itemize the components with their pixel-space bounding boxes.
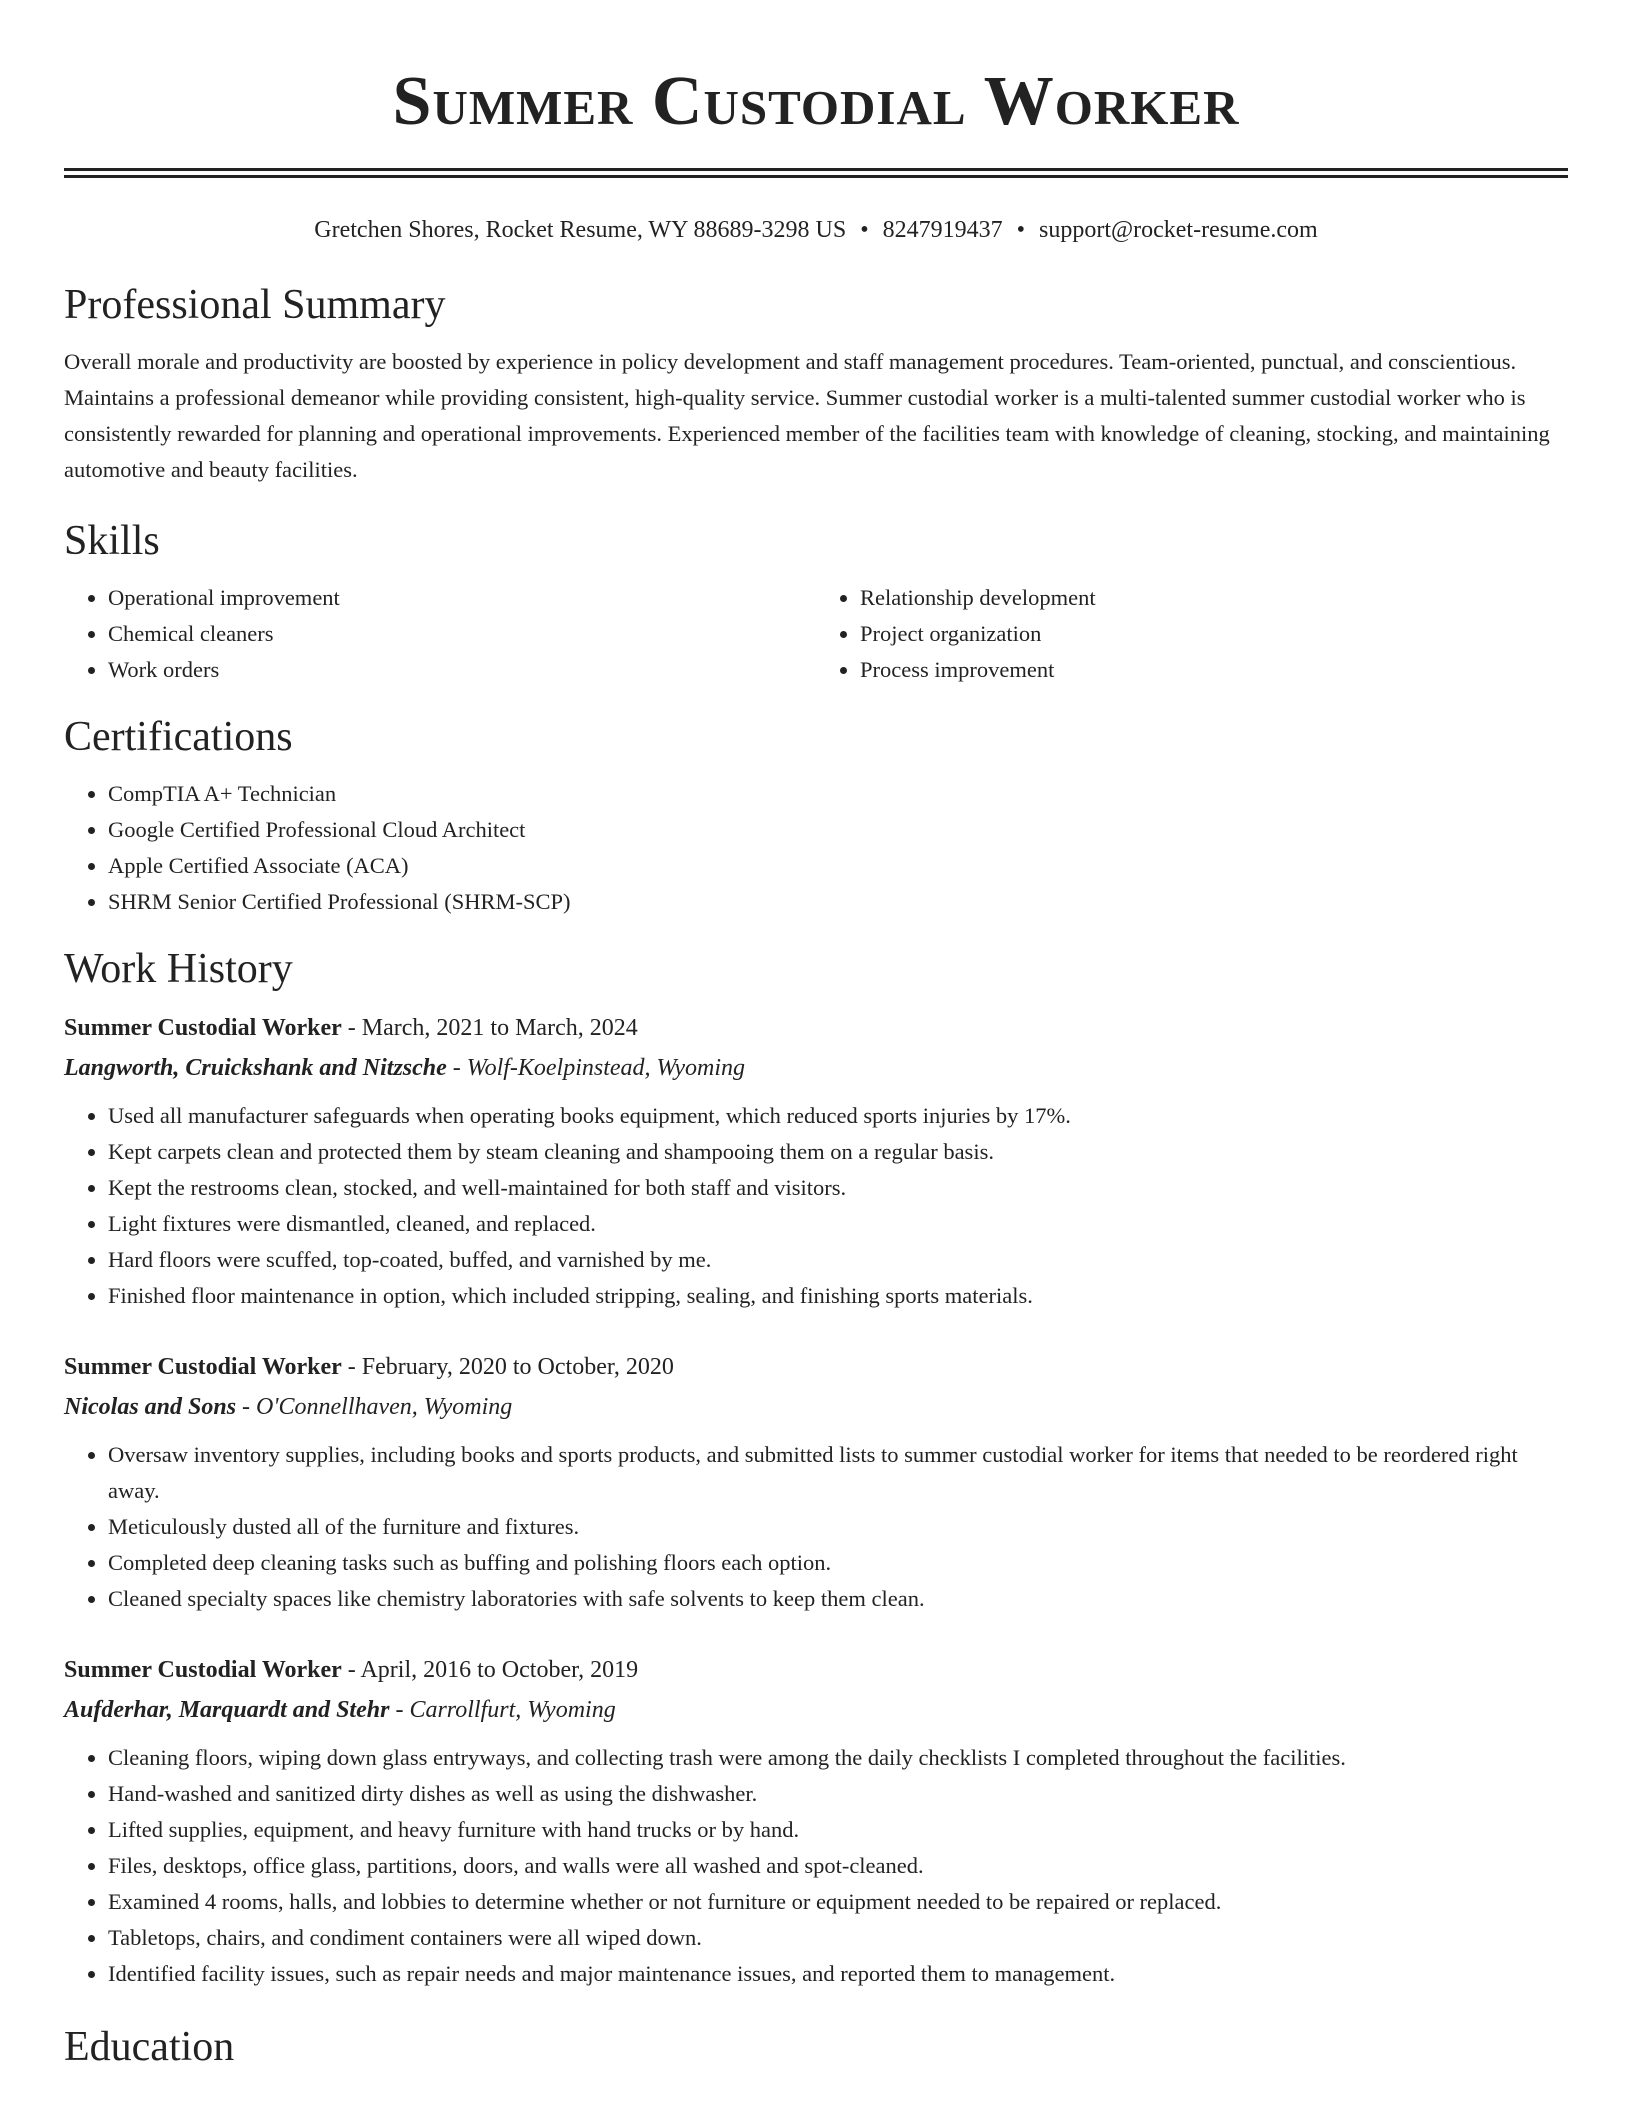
- job-bullet: • Kept carpets clean and protected them by steam cleaning and shampooing them on a regular basis.: [108, 1134, 1568, 1170]
- job-bullet: • Cleaning floors, wiping down glass entryways, and collecting trash were among the daily checklists I completed throughout the facilities.: [108, 1740, 1568, 1776]
- job-title: Summer Custodial Worker: [64, 1015, 342, 1041]
- skills-column-right: [816, 580, 1568, 688]
- job-dates: - April, 2016 to October, 2019: [341, 1657, 639, 1683]
- contact-separator: •: [1016, 217, 1026, 243]
- certification-item: • CompTIA A+ Technician: [108, 776, 1568, 812]
- job-entry: [64, 1008, 1568, 1314]
- skill-item: • Work orders: [108, 652, 816, 688]
- job-location: - Carrollfurt, Wyoming: [389, 1697, 616, 1723]
- certification-item: • Apple Certified Associate (ACA): [108, 848, 1568, 884]
- summary-heading: Professional Summary: [64, 282, 446, 328]
- job-bullets: [64, 1740, 1568, 1992]
- job-bullet: • Completed deep cleaning tasks such as buffing and polishing floors each option.: [108, 1545, 1568, 1581]
- contact-phone: 8247919437: [882, 217, 1003, 243]
- job-company: Aufderhar, Marquardt and Stehr: [64, 1697, 390, 1723]
- job-title: Summer Custodial Worker: [64, 1354, 342, 1380]
- job-bullet: • Hard floors were scuffed, top-coated, buffed, and varnished by me.: [108, 1242, 1568, 1278]
- job-bullet: • Tabletops, chairs, and condiment containers were all wiped down.: [108, 1920, 1568, 1956]
- certifications-heading: Certifications: [64, 714, 293, 760]
- job-bullet: • Kept the restrooms clean, stocked, and well-maintained for both staff and visitors.: [108, 1170, 1568, 1206]
- job-bullet: • Files, desktops, office glass, partitions, doors, and walls were all washed and spot-cleaned.: [108, 1848, 1568, 1884]
- job-bullet: • Hand-washed and sanitized dirty dishes as well as using the dishwasher.: [108, 1776, 1568, 1812]
- skill-item: • Operational improvement: [108, 580, 816, 616]
- skill-item: • Chemical cleaners: [108, 616, 816, 652]
- skills-list: [64, 580, 1568, 688]
- certifications-list: [64, 776, 1568, 920]
- job-bullets: [64, 1437, 1568, 1617]
- job-title: Summer Custodial Worker: [64, 1657, 342, 1683]
- job-bullet: • Lifted supplies, equipment, and heavy furniture with hand trucks or by hand.: [108, 1812, 1568, 1848]
- skills-heading: Skills: [64, 518, 160, 564]
- contact-email: support@rocket-resume.com: [1039, 217, 1318, 243]
- contact-line: [64, 214, 1568, 246]
- job-bullet: • Cleaned specialty spaces like chemistry laboratories with safe solvents to keep them clean.: [108, 1581, 1568, 1617]
- contact-address: Gretchen Shores, Rocket Resume, WY 88689-3298 US: [314, 217, 847, 243]
- skills-column-left: [64, 580, 816, 688]
- job-bullet: • Oversaw inventory supplies, including books and sports products, and submitted lists to summer custodial worker for items that needed to be reordered right away.: [108, 1437, 1568, 1509]
- job-company-line: [64, 1690, 1568, 1730]
- skill-item: • Project organization: [860, 616, 1568, 652]
- job-location: - O'Connellhaven, Wyoming: [236, 1394, 513, 1420]
- work-history-heading: Work History: [64, 946, 293, 992]
- title-divider: [64, 168, 1568, 178]
- job-title-line: [64, 1347, 1568, 1387]
- job-bullet: • Finished floor maintenance in option, which included stripping, sealing, and finishing sports materials.: [108, 1278, 1568, 1314]
- job-bullet: • Examined 4 rooms, halls, and lobbies to determine whether or not furniture or equipment needed to be repaired or replaced.: [108, 1884, 1568, 1920]
- job-title-line: [64, 1008, 1568, 1048]
- job-entry: [64, 1650, 1568, 1992]
- certification-item: • Google Certified Professional Cloud Architect: [108, 812, 1568, 848]
- job-bullets: [64, 1098, 1568, 1314]
- job-company: Langworth, Cruickshank and Nitzsche: [64, 1055, 447, 1081]
- skill-item: • Process improvement: [860, 652, 1568, 688]
- resume-title: Summer Custodial Worker: [392, 63, 1240, 140]
- job-bullet: • Used all manufacturer safeguards when operating books equipment, which reduced sports injuries by 17%.: [108, 1098, 1568, 1134]
- summary-text: Overall morale and productivity are boosted by experience in policy development and staff management procedures. Team-oriented, punctual, and conscientious. Maintains a professional demeanor while providing consistent, high-quality service. Summer custodial worker is a multi-talented summer custodial worker who is consistently rewarded for planning and operational improvements. Experienced member of the facilities team with knowledge of cleaning, stocking, and maintaining automotive and beauty facilities.: [64, 349, 1550, 482]
- skill-item: • Relationship development: [860, 580, 1568, 616]
- job-title-line: [64, 1650, 1568, 1690]
- certification-item: • SHRM Senior Certified Professional (SHRM-SCP): [108, 884, 1568, 920]
- job-bullet: • Meticulously dusted all of the furniture and fixtures.: [108, 1509, 1568, 1545]
- job-dates: - March, 2021 to March, 2024: [341, 1015, 638, 1041]
- contact-separator: •: [860, 217, 869, 243]
- job-company-line: [64, 1048, 1568, 1088]
- job-bullet: • Light fixtures were dismantled, cleaned, and replaced.: [108, 1206, 1568, 1242]
- job-company: Nicolas and Sons: [64, 1394, 237, 1420]
- job-location: - Wolf-Koelpinstead, Wyoming: [446, 1055, 745, 1081]
- job-dates: - February, 2020 to October, 2020: [341, 1354, 674, 1380]
- job-bullet: • Identified facility issues, such as repair needs and major maintenance issues, and reported them to management.: [108, 1956, 1568, 1992]
- job-entry: [64, 1347, 1568, 1617]
- education-heading: Education: [64, 2024, 235, 2070]
- job-company-line: [64, 1387, 1568, 1427]
